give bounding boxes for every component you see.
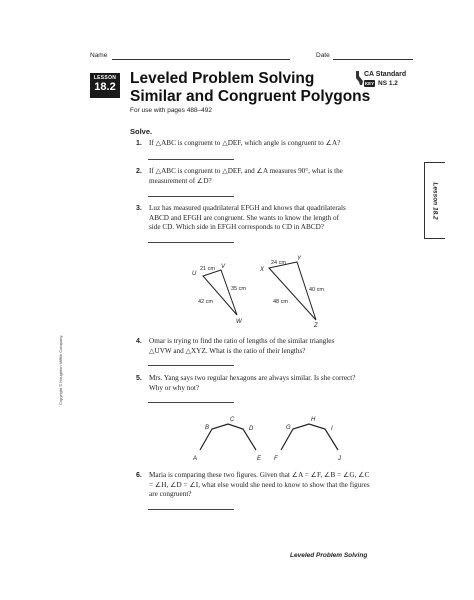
lesson-badge-number: 18.2 (94, 81, 116, 93)
california-icon (354, 70, 364, 86)
triangle-uvw (203, 270, 237, 315)
vertex-j: J (338, 456, 341, 462)
question-6-text: Maria is comparing these two figures. Given that ∠A = ∠F, ∠B = ∠G, ∠C = ∠H, ∠D = ∠I, what else would she need to know to show that the figures are congruent? (149, 471, 370, 498)
side-xz-label: 48 cm (273, 299, 288, 305)
vertex-i: I (331, 426, 333, 432)
title-line-2: Similar and Congruent Polygons (130, 88, 371, 105)
vertex-y: Y (297, 256, 302, 262)
lesson-badge-label: LESSON (93, 75, 117, 81)
vertex-u: U (192, 271, 197, 277)
vertex-z: Z (314, 323, 318, 328)
footer-text: Leveled Problem Solving (290, 552, 368, 559)
date-label: Date (316, 52, 330, 59)
question-4-text: Omar is trying to find the ratio of lengths of the similar triangles △UVW and △XYZ. What is the ratio of their lengths? (149, 337, 335, 355)
question-1-text: If △ABC is congruent to △DEF, which angle is congruent to ∠A? (149, 139, 341, 147)
name-field[interactable] (112, 59, 290, 60)
vertex-w: W (236, 319, 242, 325)
key-badge: KEY (364, 81, 375, 86)
ca-standard-label: CA Standard (364, 71, 407, 78)
answer-line-2[interactable] (148, 196, 234, 197)
vertex-b: B (205, 425, 210, 431)
answer-line-3[interactable] (148, 242, 234, 243)
date-field[interactable] (333, 59, 413, 60)
question-3-text: Luz has measured quadrilateral EFGH and knows that quadrilaterals ABCD and EFGH are congruent. She wants to know the length of side CD. Which side in EFGH corresponds to CD in ABCD? (149, 204, 346, 231)
side-uw-label: 42 cm (198, 299, 213, 305)
vertex-e: E (257, 456, 262, 462)
lesson-side-tab: Lesson 18.2 (424, 162, 445, 239)
vertex-c: C (230, 417, 235, 423)
lesson-badge (90, 73, 120, 98)
copyright-text: Copyright © Houghton Mifflin Company. (58, 334, 63, 405)
question-5-number: 5. (136, 375, 142, 382)
side-xy-label: 24 cm (271, 260, 286, 266)
answer-line-4[interactable] (148, 365, 234, 366)
triangles-figure (185, 253, 335, 328)
vertex-g: G (286, 425, 291, 431)
question-5-text: Mrs. Yang says two regular hexagons are always similar. Is she correct? Why or why not? (149, 374, 356, 392)
question-2-text: If △ABC is congruent to △DEF, and ∠A measures 90°, what is the measurement of ∠D? (149, 167, 343, 185)
answer-line-1[interactable] (148, 159, 234, 160)
page-title (130, 70, 370, 106)
solve-heading: Solve. (130, 127, 153, 136)
polygons-figure (185, 412, 355, 464)
page-subtitle: For use with pages 488–492 (130, 107, 213, 114)
side-vw-label: 35 cm (231, 286, 246, 292)
side-yz-label: 40 cm (309, 287, 324, 293)
answer-line-5[interactable] (148, 402, 234, 403)
question-6-number: 6. (136, 472, 142, 479)
vertex-h: H (311, 417, 316, 423)
title-line-1: Leveled Problem Solving (130, 70, 315, 87)
vertex-x: X (260, 267, 265, 273)
vertex-d: D (249, 426, 254, 432)
standard-code: NS 1.2 (378, 80, 398, 87)
name-label: Name (90, 52, 108, 59)
vertex-v: V (221, 264, 226, 270)
vertex-f: F (274, 456, 278, 462)
question-4-number: 4. (136, 338, 142, 345)
question-1-number: 1. (136, 140, 142, 147)
vertex-a: A (193, 456, 198, 462)
question-3-number: 3. (136, 205, 142, 212)
answer-line-6[interactable] (148, 509, 234, 510)
question-2-number: 2. (136, 168, 142, 175)
side-uv-label: 21 cm (200, 266, 215, 272)
